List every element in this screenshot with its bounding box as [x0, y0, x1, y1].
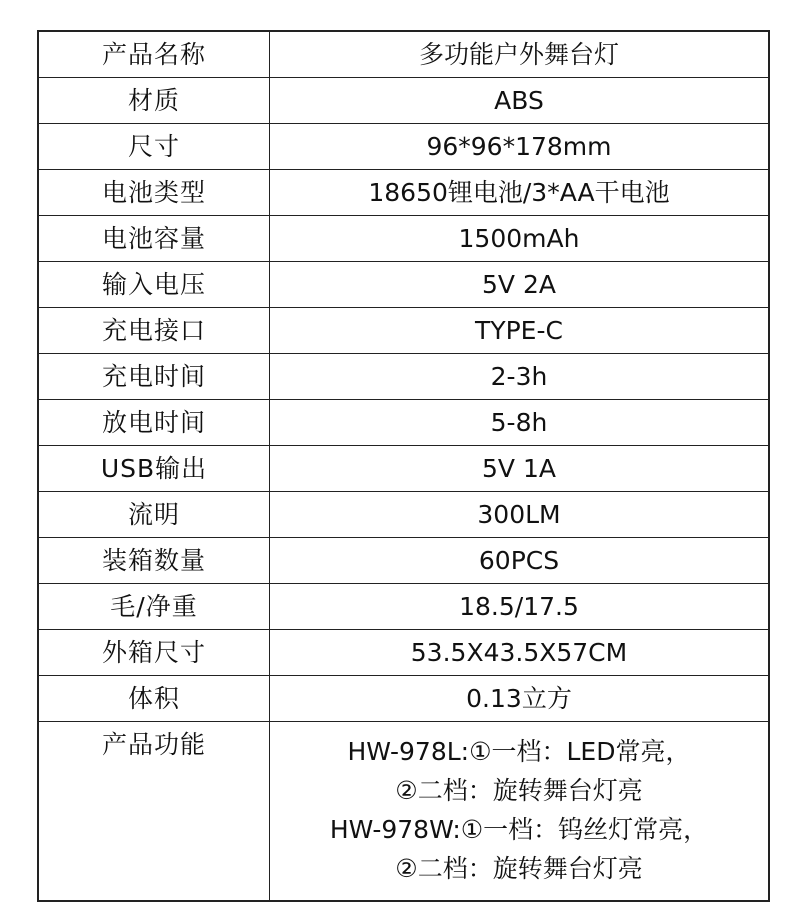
spec-label: 产品名称	[38, 31, 270, 78]
spec-value: TYPE-C	[270, 308, 770, 354]
spec-value: 多功能户外舞台灯	[270, 31, 770, 78]
spec-label: 毛/净重	[38, 584, 270, 630]
spec-row-product-functions	[38, 722, 769, 902]
spec-label: 输入电压	[38, 262, 270, 308]
spec-value: 96*96*178mm	[270, 124, 770, 170]
spec-row-packing-quantity	[38, 538, 769, 584]
spec-label: 外箱尺寸	[38, 630, 270, 676]
function-lines	[270, 722, 770, 902]
spec-row-volume	[38, 676, 769, 722]
spec-row-usb-output	[38, 446, 769, 492]
spec-label: 电池容量	[38, 216, 270, 262]
spec-row-battery-capacity	[38, 216, 769, 262]
spec-value: 5-8h	[270, 400, 770, 446]
spec-value: 5V 1A	[270, 446, 770, 492]
spec-row-battery-type	[38, 170, 769, 216]
spec-label: 放电时间	[38, 400, 270, 446]
spec-label: USB输出	[38, 446, 270, 492]
spec-value: 18650锂电池/3*AA干电池	[270, 170, 770, 216]
spec-label: 流明	[38, 492, 270, 538]
spec-value: 1500mAh	[270, 216, 770, 262]
spec-label: 充电时间	[38, 354, 270, 400]
spec-row-discharge-time	[38, 400, 769, 446]
spec-row-size	[38, 124, 769, 170]
spec-row-charging-time	[38, 354, 769, 400]
spec-value: 0.13立方	[270, 676, 770, 722]
spec-value: 53.5X43.5X57CM	[270, 630, 770, 676]
spec-label: 电池类型	[38, 170, 270, 216]
spec-row-carton-size	[38, 630, 769, 676]
spec-value: 2-3h	[270, 354, 770, 400]
spec-row-charging-port	[38, 308, 769, 354]
spec-label: 体积	[38, 676, 270, 722]
spec-row-lumen	[38, 492, 769, 538]
function-line: ②二档：旋转舞台灯亮	[395, 854, 643, 883]
spec-label: 尺寸	[38, 124, 270, 170]
spec-row-material	[38, 78, 769, 124]
spec-value: 5V 2A	[270, 262, 770, 308]
spec-value: ABS	[270, 78, 770, 124]
spec-value: 60PCS	[270, 538, 770, 584]
function-line: HW-978L:①一档：LED常亮，	[347, 737, 691, 766]
product-spec-table	[37, 30, 770, 902]
spec-row-product-name	[38, 31, 769, 78]
spec-label: 装箱数量	[38, 538, 270, 584]
spec-value: 18.5/17.5	[270, 584, 770, 630]
spec-row-weight	[38, 584, 769, 630]
spec-value: 300LM	[270, 492, 770, 538]
function-line: ②二档：旋转舞台灯亮	[395, 776, 643, 805]
function-line: HW-978W:①一档：钨丝灯常亮，	[329, 815, 709, 844]
spec-label: 材质	[38, 78, 270, 124]
spec-label: 产品功能	[38, 722, 270, 902]
spec-label: 充电接口	[38, 308, 270, 354]
spec-row-input-voltage	[38, 262, 769, 308]
